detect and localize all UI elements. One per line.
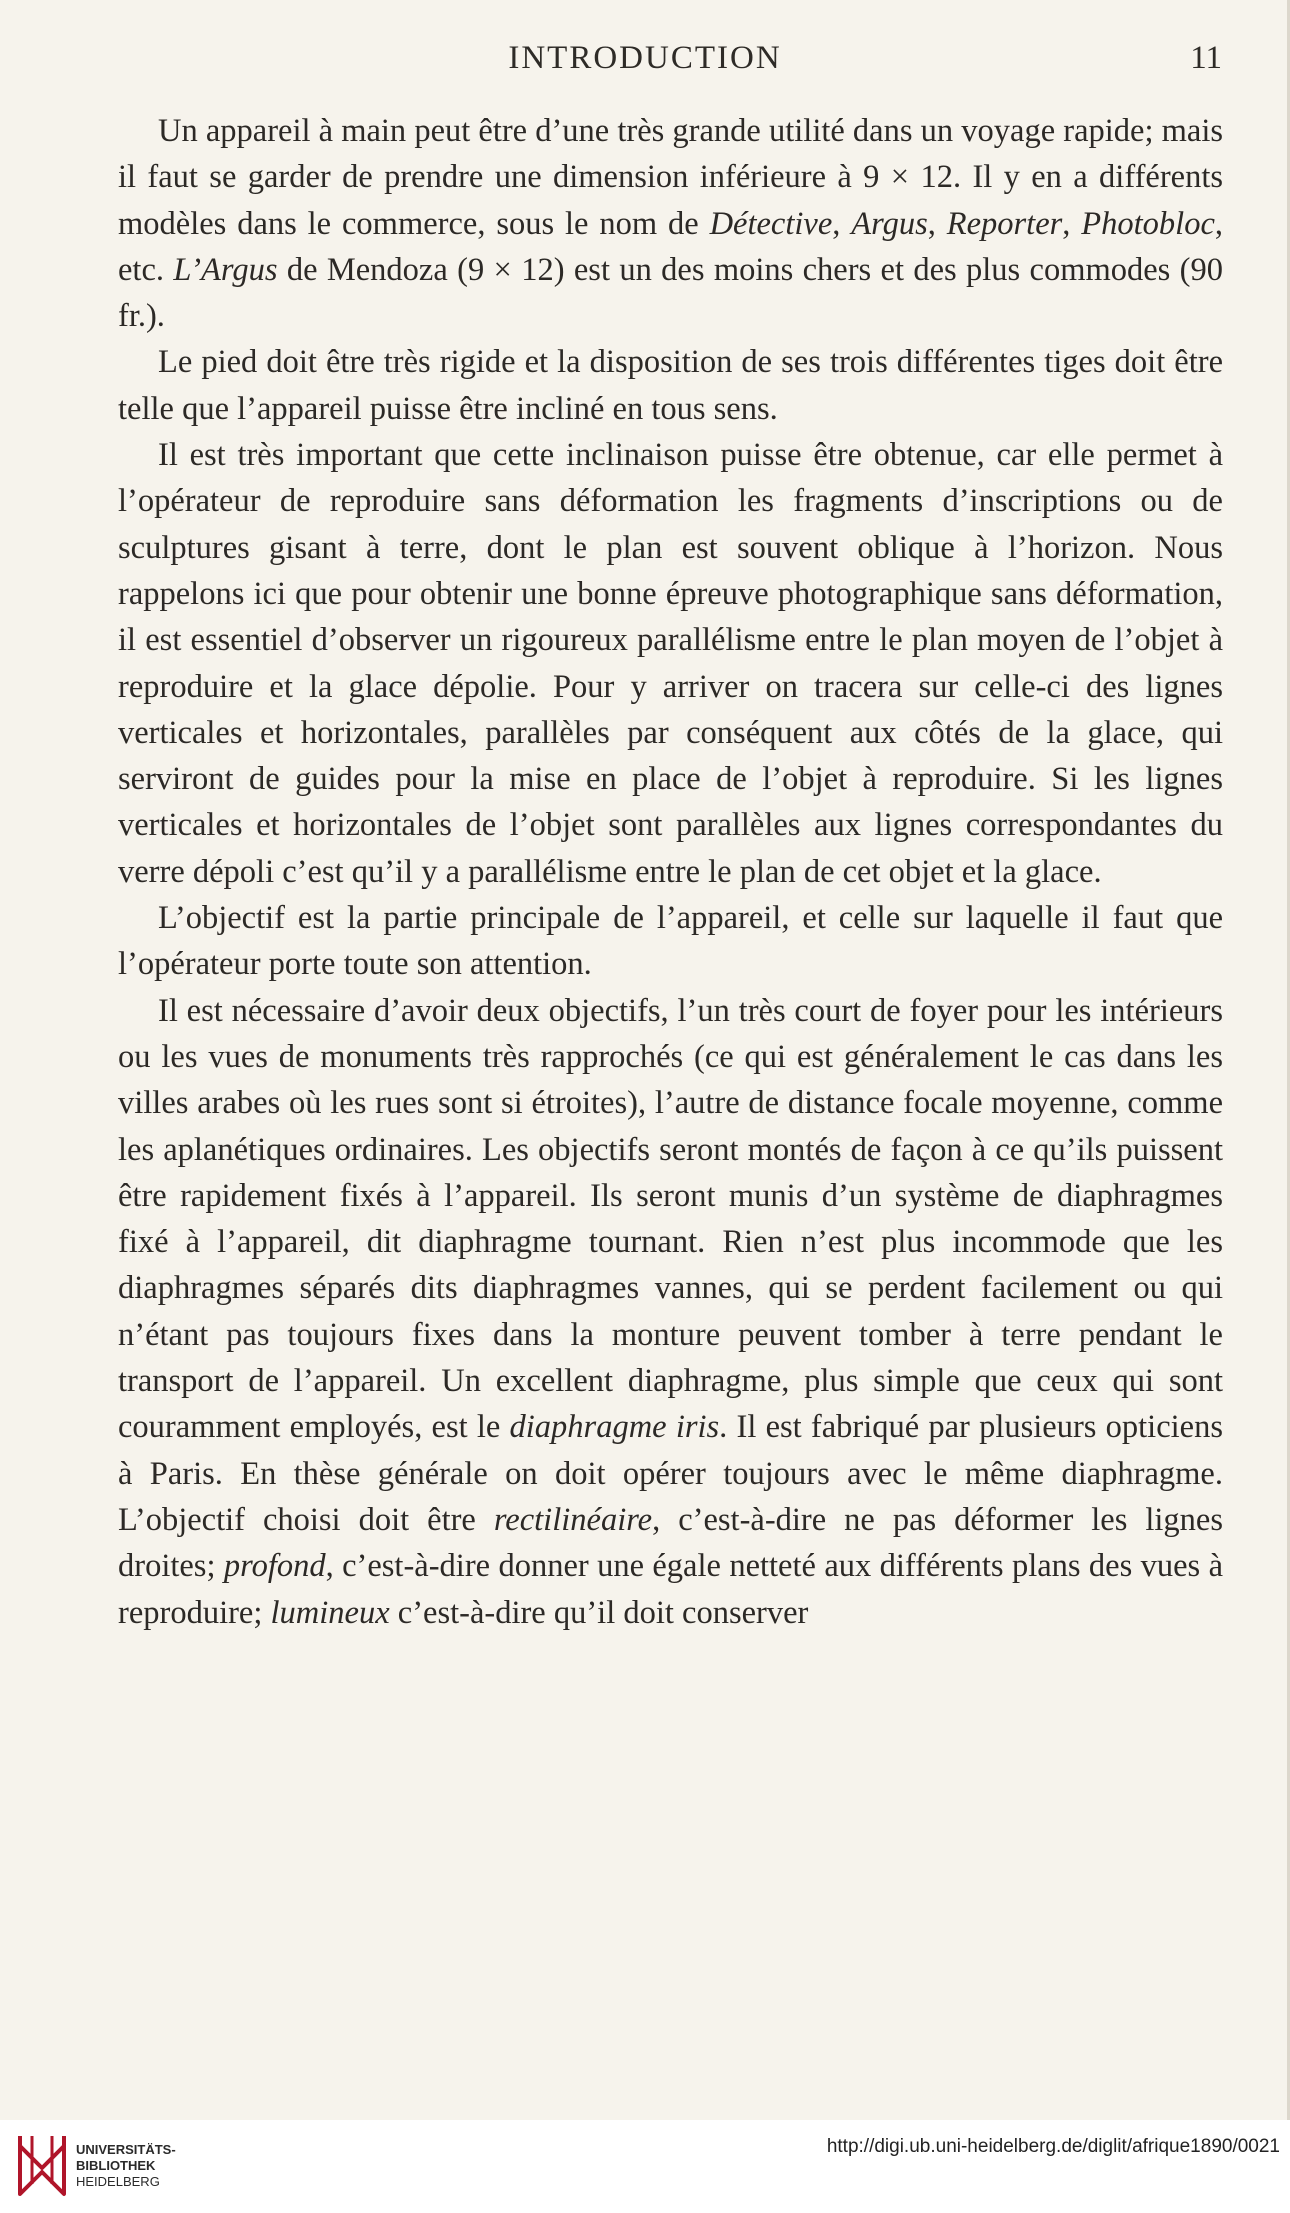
text-run: Un appareil à main peut être d’une très grande utilité dans un voyage rapide; mais il faut se garder de prendre une dimension inférieure à 9 × 12. Il y en a différents modèles dans le commerce, sous le nom de bbox=[118, 113, 1223, 242]
text-run: L’objectif est la partie principale de l’appareil, et celle sur laquelle il faut que l’opérateur porte toute son attention. bbox=[118, 900, 1223, 983]
text-run: . Il est fabriqué par plusieurs opticiens à Paris. En thèse générale on doit opérer toujours avec le même diaphragme. L’objectif choisi doit être bbox=[118, 1409, 1223, 1538]
institution-line: UNIVERSITÄTS- bbox=[76, 2142, 176, 2157]
running-head bbox=[0, 40, 1290, 80]
institution-line: BIBLIOTHEK bbox=[76, 2158, 156, 2173]
text-run: Il est très important que cette inclinaison puisse être obtenue, car elle permet à l’opérateur de reproduire sans déformation les fragments d’inscriptions ou de sculptures gisant à terre, dont le plan est souvent oblique à l’horizon. Nous rappelons ici que pour obtenir une bonne épreuve photographique sans déformation, il est essentiel d’observer un rigoureux parallélisme entre le plan moyen de l’objet à reproduire et la glace dépolie. Pour y arriver on tracera sur celle-ci des lignes verticales et horizontales, parallèles par conséquent aux côtés de la glace, qui serviront de guides pour la mise en place de l’objet à reproduire. Si les lignes verticales et horizontales de l’objet sont parallèles aux lignes correspondantes du verre dépoli c’est qu’il y a parallélisme entre le plan de cet objet et la glace. bbox=[118, 437, 1223, 890]
paragraph bbox=[118, 988, 1223, 1636]
paragraph bbox=[118, 339, 1223, 432]
institution-line: HEIDELBERG bbox=[76, 2174, 160, 2189]
text-run: , bbox=[832, 205, 852, 242]
permalink-url[interactable]: http://digi.ub.uni-heidelberg.de/diglit/afrique1890/0021 bbox=[826, 2136, 1280, 2157]
italic-term: lumineux bbox=[270, 1594, 390, 1631]
text-run: , c’est-à-dire ne pas déformer les lignes droites; bbox=[118, 1501, 1223, 1585]
text-run: , etc. bbox=[118, 205, 1224, 288]
text-run: Il est nécessaire d’avoir deux objectifs, l’un très court de foyer pour les intérieurs ou les vues de monuments très rapprochés (ce qui est généralement le cas dans les villes arabes où les rues sont si étroites), l’autre de distance focale moyenne, comme les aplanétiques ordinaires. Les objectifs seront montés de façon à ce qu’ils puissent être rapidement fixés à l’appareil. Ils seront munis d’un système de diaphragmes fixé à l’appareil, dit diaphragme tournant. Rien n’est plus incommode que les diaphragmes séparés dits diaphragmes vannes, qui se perdent facilement ou qui n’étant pas toujours fixes dans la monture peuvent tomber à terre pendant le transport de l’appareil. Un excellent diaphragme, plus simple que ceux qui sont couramment employés, est le bbox=[118, 992, 1223, 1446]
text-run: , c’est-à-dire donner une égale netteté aux différents plans des vues à reproduire; bbox=[118, 1548, 1224, 1631]
italic-term: rectilinéaire bbox=[493, 1501, 653, 1538]
italic-term: diaphragme iris bbox=[509, 1409, 720, 1446]
italic-term: Reporter bbox=[946, 205, 1063, 242]
paragraph bbox=[118, 432, 1223, 895]
italic-term: L’Argus bbox=[173, 251, 278, 288]
text-run: , bbox=[927, 205, 947, 242]
running-title: INTRODUCTION bbox=[508, 40, 782, 76]
italic-term: Détective bbox=[709, 205, 833, 242]
paragraph bbox=[118, 108, 1223, 339]
digitization-footer bbox=[0, 2120, 1290, 2213]
text-run: Le pied doit être très rigide et la disposition de ses trois différentes tiges doit être telle que l’appareil puisse être incliné en tous sens. bbox=[118, 344, 1223, 427]
text-run: c’est-à-dire qu’il doit conserver bbox=[389, 1594, 809, 1631]
page-number: 11 bbox=[1190, 40, 1222, 76]
italic-term: Argus bbox=[851, 205, 928, 242]
institution-name bbox=[76, 2142, 176, 2190]
paragraph bbox=[118, 895, 1223, 988]
heidelberg-library-logo-icon bbox=[12, 2132, 72, 2200]
text-run: de Mendoza (9 × 12) est un des moins chers et des plus commodes (90 fr.). bbox=[118, 251, 1224, 335]
body-text bbox=[118, 108, 1223, 1636]
italic-term: Photobloc bbox=[1081, 205, 1215, 242]
text-run: , bbox=[1062, 205, 1082, 242]
italic-term: profond bbox=[223, 1548, 326, 1585]
